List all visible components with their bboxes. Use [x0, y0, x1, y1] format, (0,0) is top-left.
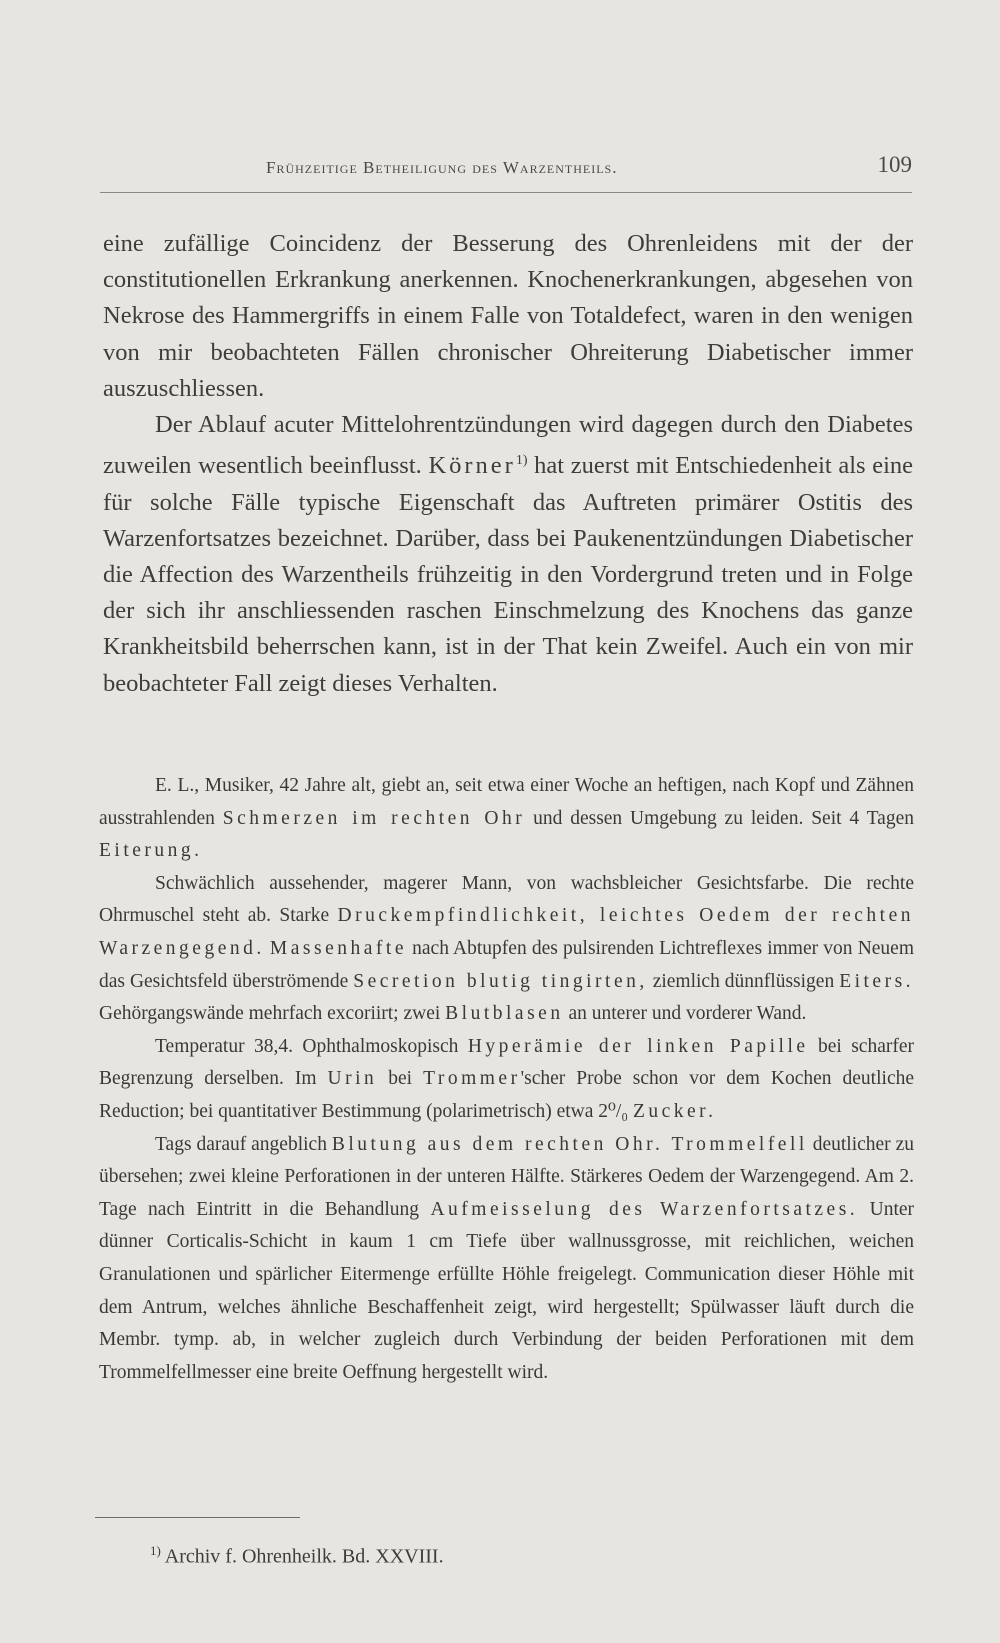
paragraph-text: Der Ablauf acuter Mittelohrentzündungen wird dagegen durch den Diabetes zuweilen wesentlich beeinflusst.: [103, 411, 913, 480]
case-text: nach Abtupfen des pulsirenden Lichtreflexes immer von Neuem das Gesichtsfeld überströmende: [99, 937, 914, 992]
paragraph: [103, 226, 913, 407]
case-text: und dessen Umgebung zu leiden. Seit 4 Tagen: [533, 807, 914, 829]
paragraph-text: hat zuerst mit Entschiedenheit als eine für solche Fälle typische Eigenschaft das Auftreten primärer Ostitis des Warzenfortsatzes bezeichnet. Darüber, dass bei Paukenentzündungen Diabetischer die Affection des Warzentheils frühzeitig in den Vordergrund treten und in Folge der sich ihr anschliessenden raschen Einschmelzung des Knochens das ganze Krankheitsbild beherrschen kann, ist in der That kein Zweifel. Auch ein von mir beobachteter Fall zeigt dieses Verhalten.: [103, 452, 913, 697]
case-text: 'scher Probe schon vor dem Kochen deutliche Reduction; bei quantitativer Bestimmung (polarimetrisch) etwa 2⁰/₀: [99, 1068, 914, 1122]
spaced-text: Blutblasen: [445, 1003, 564, 1025]
spaced-text: Hyperämie der linken Papille: [467, 1035, 809, 1057]
spaced-text: Zucker.: [632, 1100, 717, 1122]
case-text: Tags darauf angeblich: [155, 1133, 327, 1155]
spaced-text: Aufmeisselung des Warzenfortsatzes.: [430, 1198, 859, 1220]
case-paragraph: [99, 1129, 914, 1390]
running-header: [100, 152, 912, 193]
spaced-text: Schmerzen im rechten Ohr: [222, 807, 526, 829]
case-text: bei scharfer Begrenzung derselben. Im: [99, 1035, 914, 1090]
footnote-reference: 1): [515, 453, 528, 469]
case-text: E. L., Musiker, 42 Jahre alt, giebt an, seit etwa einer Woche an heftigen, nach Kopf und Zähnen ausstrahlenden: [99, 775, 914, 829]
case-paragraph: [99, 770, 914, 868]
author-name: Körner: [428, 452, 516, 480]
page-number: 109: [877, 152, 912, 177]
spaced-text: Blutung aus dem rechten Ohr. Trommelfell: [331, 1133, 808, 1155]
case-text: an unterer und vorderer Wand.: [568, 1003, 807, 1025]
footnote-divider: [95, 1517, 300, 1518]
paragraph-text: eine zufällige Coincidenz der Besserung des Ohrenleidens mit der der constitutionellen Erkrankung anerkennen. Knochenerkrankungen, abgesehen von Nekrose des Hammergriffs in einem Falle von Totaldefect, waren in den wenigen von mir beobachteten Fällen chronischer Ohreiterung Diabetischer immer auszuschliessen.: [103, 230, 913, 402]
case-text: Unter dünner Corticalis-Schicht in kaum 1 cm Tiefe über wallnussgrosse, mit reichlichen, weichen Granulationen und spärlicher Eitermenge erfüllte Höhle freigelegt. Communication dieser Höhle mit dem Antrum, welches ähnliche Beschaffenheit zeigt, wird hergestellt; Spülwasser läuft durch die Membr. tymp. ab, in welcher zugleich durch Verbindung der beiden Perforationen mit dem Trommelfellmesser eine breite Oeffnung hergestellt wird.: [99, 1198, 915, 1383]
spaced-text: Eiterung.: [99, 840, 203, 862]
spaced-text: Druckempfindlichkeit, leichtes Oedem der rechten Warzengegend.: [99, 905, 914, 959]
case-text: deutlicher zu übersehen; zwei kleine Perforationen in der unteren Hälfte. Stärkeres Oedem der Warzengegend. Am 2. Tage nach Eintritt in die Behandlung: [99, 1133, 914, 1220]
case-paragraph: [99, 868, 914, 1031]
spaced-text: Massenhafte: [269, 937, 407, 959]
spaced-text: Urin: [327, 1068, 378, 1090]
case-text: ziemlich dünnflüssigen: [652, 970, 835, 992]
footnote: [150, 1543, 444, 1569]
case-text: Gehörgangswände mehrfach excoriirt; zwei: [99, 1003, 441, 1025]
footnote-text: Archiv f. Ohrenheilk. Bd. XXVIII.: [164, 1545, 444, 1568]
spaced-text: Eiters.: [839, 970, 915, 992]
spaced-text: Secretion blutig tingirten,: [353, 970, 648, 992]
case-text: Temperatur 38,4. Ophthalmoskopisch: [155, 1035, 459, 1057]
case-report: [99, 770, 914, 1389]
main-text: [103, 226, 913, 702]
case-paragraph: [99, 1031, 914, 1129]
paragraph: [103, 407, 913, 702]
running-title: Frühzeitige Betheiligung des Warzentheils.: [266, 158, 618, 177]
case-text: Schwächlich aussehender, magerer Mann, von wachsbleicher Gesichtsfarbe. Die rechte Ohrmuschel steht ab. Starke: [99, 872, 914, 927]
case-text: bei: [388, 1068, 413, 1090]
spaced-text: Trommer: [423, 1068, 521, 1090]
footnote-mark: 1): [150, 1543, 161, 1558]
